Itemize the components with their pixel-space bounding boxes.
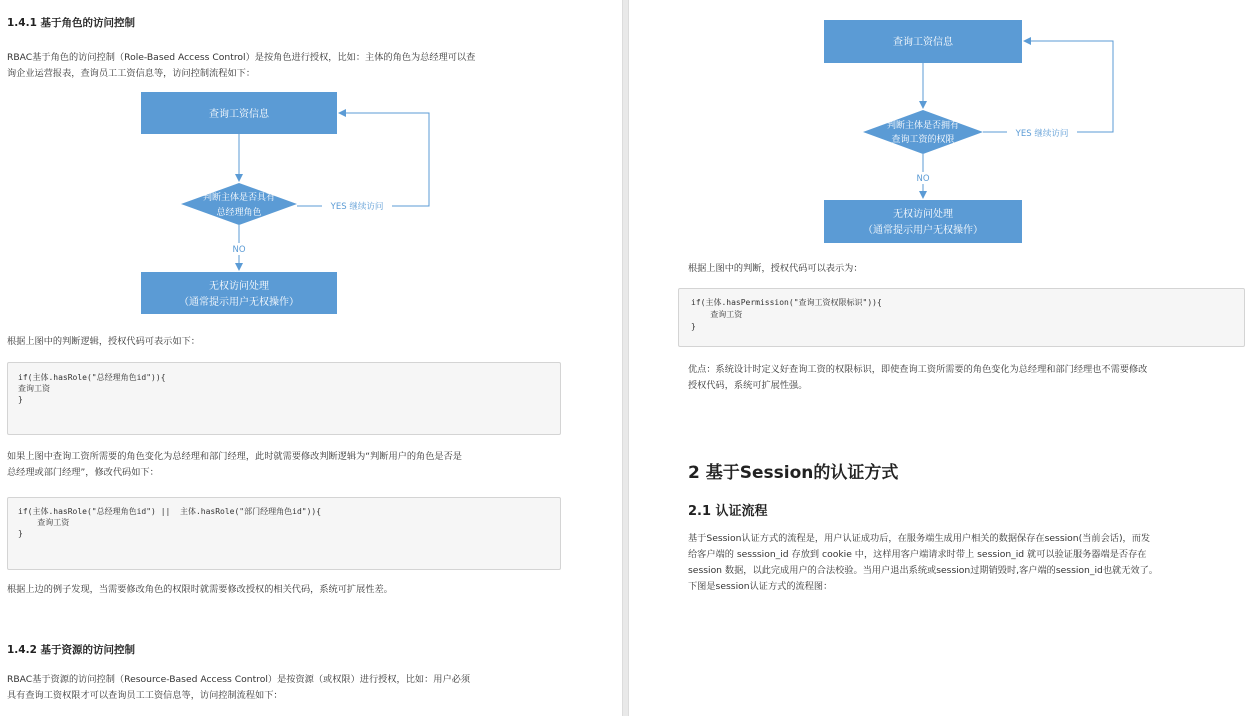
heading-rbac-role: 1.4.1 基于角色的访问控制 [7, 17, 136, 29]
paragraph-session-line1: 基于Session认证方式的流程是，用户认证成功后，在服务端生成用户相关的数据保存在session(当前会话)，而发 [688, 533, 1151, 544]
heading-auth-flow: 2.1 认证流程 [688, 504, 768, 519]
paragraph-role-intro-line2: 询企业运营报表，查询员工工资信息等，访问控制流程如下： [7, 68, 256, 79]
flow-yes-label: YES 继续访问 [330, 202, 384, 212]
flow-box-deny-line1: 无权访问处理 [893, 209, 953, 220]
paragraph-code-intro: 根据上图中的判断逻辑，授权代码可表示如下： [7, 336, 200, 347]
flow-box-deny [824, 200, 1022, 243]
paragraph-advantage-line1: 优点：系统设计时定义好查询工资的权限标识，即使查询工资所需要的角色变化为总经理和部门经理也不需要修改 [688, 364, 1148, 375]
flow-decision-diamond [181, 183, 297, 225]
flow-decision-diamond [863, 110, 983, 154]
flow-box-query-label: 查询工资信息 [893, 37, 953, 48]
code-line: if(主体.hasPermission("查询工资权限标识")){ [691, 298, 882, 307]
paragraph-code-intro: 根据上图中的判断，授权代码可以表示为： [688, 263, 863, 274]
code-block-hasrole [7, 362, 561, 435]
flowchart-resource [629, 0, 1249, 250]
heading-rbac-resource: 1.4.2 基于资源的访问控制 [7, 644, 136, 656]
flow-box-deny-line2: （通常提示用户无权操作） [179, 297, 299, 308]
flow-decision-line2: 查询工资的权限 [891, 135, 955, 145]
code-line: if(主体.hasRole("总经理角色id")){ [18, 373, 166, 382]
document-page-left [0, 0, 622, 716]
paragraph-change-line1: 如果上图中查询工资所需要的角色变化为总经理和部门经理，此时就需要修改判断逻辑为“判断用户的角色是否是 [7, 451, 462, 462]
paragraph-advantage-line2: 授权代码，系统可扩展性强。 [688, 380, 808, 391]
paragraph-res-intro-line1: RBAC基于资源的访问控制（Resource-Based Access Control）是按资源（或权限）进行授权，比如：用户必须 [7, 674, 471, 685]
flow-decision-line1: 判断主体是否具有 [202, 193, 276, 203]
page-gutter [622, 0, 629, 716]
code-line: } [18, 395, 23, 404]
document-page-right [629, 0, 1249, 716]
code-line: } [691, 322, 696, 331]
code-line: 查询工资 [18, 384, 50, 393]
code-line: 查询工资 [18, 518, 70, 527]
paragraph-conclusion: 根据上边的例子发现，当需要修改角色的权限时就需要修改授权的相关代码，系统可扩展性差。 [7, 584, 393, 595]
flow-box-deny-line1: 无权访问处理 [209, 281, 269, 292]
flowchart-role [0, 80, 622, 320]
flow-box-deny-line2: （通常提示用户无权操作） [863, 225, 983, 236]
heading-session-auth: 2 基于Session的认证方式 [688, 463, 899, 483]
flow-yes-label: YES 继续访问 [1015, 129, 1069, 139]
code-line: if(主体.hasRole("总经理角色id") || 主体.hasRole("部门经理角色id")){ [18, 507, 322, 516]
flow-box-query-label: 查询工资信息 [209, 109, 269, 120]
paragraph-role-intro-line1: RBAC基于角色的访问控制（Role-Based Access Control）是按角色进行授权，比如：主体的角色为总经理可以查 [7, 52, 476, 63]
paragraph-session-line3: session 数据，以此完成用户的合法校验。当用户退出系统或session过期销毁时,客户端的session_id也就无效了。 [688, 565, 1158, 576]
code-block-haspermission [678, 288, 1245, 347]
flow-decision-line2: 总经理角色 [216, 208, 262, 218]
paragraph-change-line2: 总经理或部门经理”，修改代码如下： [7, 467, 159, 478]
flow-no-label: NO [232, 245, 246, 255]
code-line: 查询工资 [691, 310, 743, 319]
flow-decision-line1: 判断主体是否拥有 [886, 121, 960, 131]
paragraph-session-line2: 给客户端的 sesssion_id 存放到 cookie 中，这样用客户端请求时带上 session_id 就可以验证服务器端是否存在 [688, 549, 1147, 560]
paragraph-session-line4: 下图是session认证方式的流程图： [688, 581, 833, 592]
code-block-hasrole-or [7, 497, 561, 570]
flow-no-label: NO [916, 174, 930, 184]
paragraph-res-intro-line2: 具有查询工资权限才可以查询员工工资信息等，访问控制流程如下： [7, 690, 283, 701]
code-line: } [18, 529, 23, 538]
